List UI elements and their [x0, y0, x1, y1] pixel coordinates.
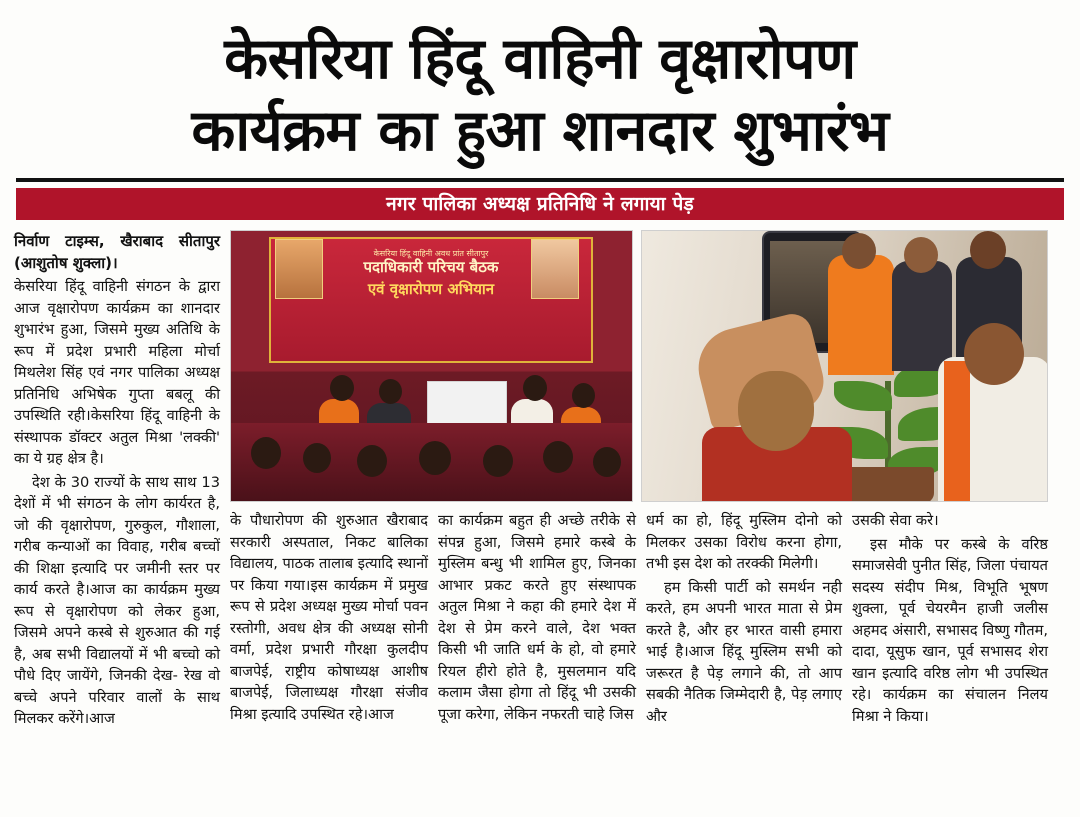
person-head	[970, 231, 1006, 269]
headline-line-1: केसरिया हिंदू वाहिनी वृक्षारोपण	[224, 26, 856, 92]
banner-portrait-left	[275, 239, 323, 299]
headline-divider	[16, 178, 1064, 182]
person-head	[842, 233, 876, 269]
audience-head	[543, 441, 573, 473]
saffron-scarf	[944, 361, 970, 502]
banner-org-name: केसरिया हिंदू वाहिनी अवध प्रांत सीतापुर	[373, 249, 489, 258]
column-3	[438, 510, 636, 727]
person-body	[828, 255, 894, 375]
sub-headline-banner: नगर पालिका अध्यक्ष प्रतिनिधि ने लगाया पेड़	[16, 188, 1064, 220]
column-1	[14, 230, 220, 730]
audience-head	[357, 445, 387, 477]
audience-head	[251, 437, 281, 469]
stage-person-head	[572, 383, 595, 408]
lower-columns	[230, 510, 1048, 727]
paragraph: इस मौके पर कस्बे के वरिष्ठ समाजसेवी पुनीत सिंह, जिला पंचायत सदस्य संदीप मिश्र, विभूति भूषण शुक्ला, पूर्व चेयरमैन हाजी जलीस अहमद अंसारी, सभासद विष्णु गौतम, दादा, यूसुफ खान, पूर्व सभासद शेरा खान इत्यादि वरिष्ठ लोग भी उपस्थित रहे। कार्यक्रम का संचालन निलय मिश्रा ने किया।	[852, 535, 1048, 725]
person-body	[892, 261, 952, 371]
photo-row	[230, 230, 1048, 502]
paragraph: केसरिया हिंदू वाहिनी संगठन के द्वारा आज वृक्षारोपण कार्यक्रम का शानदार शुभारंभ हुआ, जिसमे मुख्य अतिथि के रूप में प्रदेश प्रभारी महिला मोर्चा मिथलेश सिंह एवं नगर पालिका अध्यक्ष प्रतिनिधि अभिषेक गुप्ता बबलू की उपस्थिति रही।केसरिया हिंदू वाहिनी के संस्थापक डॉक्टर अतुल मिश्रा 'लक्की' का ये ग्रह क्षेत्र है।	[14, 278, 220, 467]
audience-head	[303, 443, 331, 473]
paragraph: धर्म का हो, हिंदू मुस्लिम दोनो को मिलकर उसका विरोध करना होगा, तभी इस देश को तरक्की मिलेगी।	[646, 512, 842, 572]
column-4	[646, 510, 842, 727]
audience-head	[593, 447, 621, 477]
audience-head	[419, 441, 451, 475]
plant-pot	[848, 467, 934, 502]
person-head	[904, 237, 938, 273]
banner-title-line-2: एवं वृक्षारोपण अभियान	[367, 280, 495, 298]
banner-portrait-right	[531, 239, 579, 299]
paragraph: उसकी सेवा करे।	[852, 512, 939, 529]
person-head	[738, 371, 814, 451]
photo-stage-meeting	[230, 230, 633, 502]
stage-person-head	[523, 375, 547, 401]
paragraph: देश के 30 राज्यों के साथ साथ 13 देशों में भी संगठन के लोग कार्यरत है, जो की वृक्षारोपण, गुरुकुल, गौशाला, गरीब कन्याओं का विवाह, गरीब बच्चों की शिक्षा इत्यादि पर जमीनी स्तर पर कार्य करते है।आज का कार्यक्रम मुख्य रूप से वृक्षारोपण को लेकर हुआ, जिसमे अपने कस्बे से शुरुआत की गई है, अब सभी विद्यालयों में भी बच्चो को पौधे दिए जायेंगे, जिनकी देख- रेख वो बच्चे अपने परिवार वालों के साथ मिलकर करेंगे।आज	[14, 473, 220, 727]
paragraph: हम किसी पार्टी को समर्थन नही करते, हम अपनी भारत माता से प्रेम करते है, और हर भारत वासी हमारा भाई है।आज हिंदू मुस्लिम सभी को जरूरत है पेड़ लगाने की, तो आप सबकी नैतिक जिम्मेदारी है, पेड़ लगाए और	[646, 578, 842, 725]
headline-line-2: कार्यक्रम का हुआ शानदार शुभारंभ	[191, 98, 889, 164]
byline: निर्वाण टाइम्स, खैराबाद सीतापुर (आशुतोष शुक्ला)।	[14, 232, 220, 272]
audience-head	[483, 445, 513, 477]
banner-title-line-1: पदाधिकारी परिचय बैठक	[363, 258, 499, 276]
person-head	[964, 323, 1024, 385]
photo-tree-planting	[641, 230, 1048, 502]
headline	[14, 0, 1066, 164]
column-group-right	[230, 230, 1048, 730]
article-body	[14, 230, 1066, 730]
stage-person-head	[330, 375, 354, 401]
paragraph: का कार्यक्रम बहुत ही अच्छे तरीके से संपन्न हुआ, जिसमे हमारे कस्बे के मुस्लिम बन्धु भी शामिल हुए, जिनका आभार प्रकट करते हुए संस्थापक अतुल मिश्रा ने कहा की हमारे देश में देश से प्रेम करने वाले, देश भक्त किसी भी जाति धर्म के हो, वो हमारे रियल हीरो होते है, मुसलमान यदि कलाम जैसा होगा तो हिंदू भी उसकी पूजा करेगा, लेकिन नफरती चाहे जिस	[438, 512, 636, 723]
column-2	[230, 510, 428, 727]
paragraph: के पौधारोपण की शुरुआत खैराबाद सरकारी अस्पताल, निकट बालिका विद्यालय, पाठक तालाब इत्यादि स्थानों पर किया गया।इस कार्यक्रम में प्रमुख रूप से प्रदेश अध्यक्ष मुख्य मोर्चा पवन रस्तोगी, अवध क्षेत्र की अध्यक्ष सोनी वर्मा, प्रदेश प्रभारी गौरक्षा कुलदीप बाजपेई, राष्ट्रीय कोषाध्यक्ष आशीष बाजपेई, जिलाध्यक्ष गौरक्षा संजीव मिश्रा इत्यादि उपस्थित रहे।आज	[230, 512, 428, 723]
stage-person-head	[379, 379, 402, 404]
column-5	[852, 510, 1048, 727]
